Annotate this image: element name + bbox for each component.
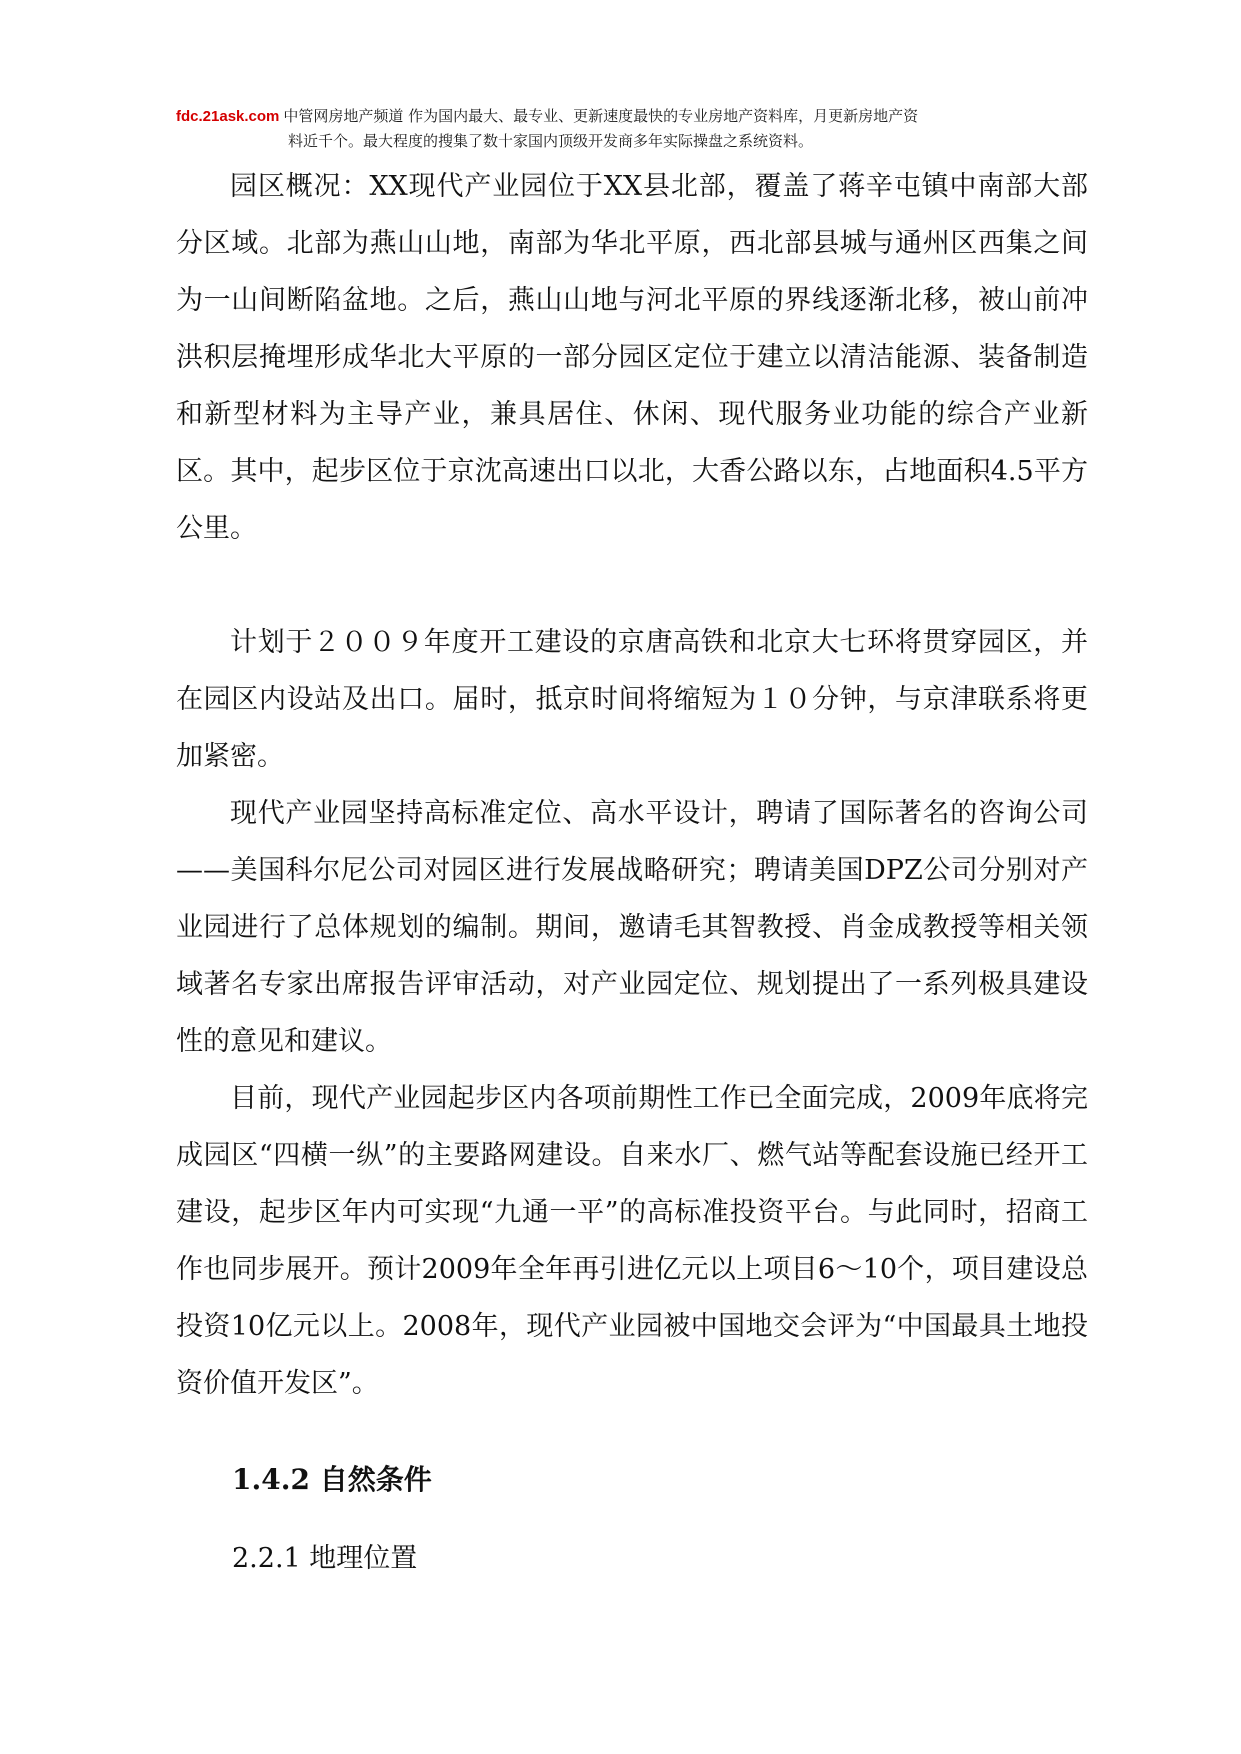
paragraph-progress: 目前，现代产业园起步区内各项前期性工作已全面完成，2009年底将完成园区“四横一纵”的主要路网建设。自来水厂、燃气站等配套设施已经开工建设，起步区年内可实现“九通一平”的高标准投资平台。与此同时，招商工作也同步展开。预计2009年全年再引进亿元以上项目6～10个，项目建设总投资10亿元以上。2008年，现代产业园被中国地交会评为“中国最具土地投资价值开发区”。 xyxy=(176,1083,1088,1399)
subsection-heading: 2.2.1 地理位置 xyxy=(232,1543,418,1574)
header-line-2: 料近千个。最大程度的搜集了数十家国内顶级开发商多年实际操盘之系统资料。 xyxy=(288,132,814,150)
paragraph-planning: 现代产业园坚持高标准定位、高水平设计，聘请了国际著名的咨询公司——美国科尔尼公司对园区进行发展战略研究；聘请美国DPZ公司分别对产业园进行了总体规划的编制。期间，邀请毛其智教授、肖金成教授等相关领域著名专家出席报告评审活动，对产业园定位、规划提出了一系列极具建设性的意见和建议。 xyxy=(176,798,1088,1057)
page-header xyxy=(176,104,1096,153)
paragraph-transport: 计划于２００９年度开工建设的京唐高铁和北京大七环将贯穿园区，并在园区内设站及出口。届时，抵京时间将缩短为１０分钟，与京津联系将更加紧密。 xyxy=(176,627,1088,772)
site-link[interactable]: fdc.21ask.com xyxy=(176,108,280,125)
section-heading: 1.4.2 自然条件 xyxy=(232,1463,432,1496)
paragraph-overview: 园区概况：XX现代产业园位于XX县北部，覆盖了蒋辛屯镇中南部大部分区域。北部为燕山山地，南部为华北平原，西北部县城与通州区西集之间为一山间断陷盆地。之后，燕山山地与河北平原的界线逐渐北移，被山前冲洪积层掩埋形成华北大平原的一部分园区定位于建立以清洁能源、装备制造和新型材料为主导产业，兼具居住、休闲、现代服务业功能的综合产业新区。其中，起步区位于京沈高速出口以北，大香公路以东，占地面积4.5平方公里。 xyxy=(176,171,1088,544)
header-line-1: 中管网房地产频道 作为国内最大、最专业、更新速度最快的专业房地产资料库，月更新房地产资 xyxy=(283,107,919,125)
